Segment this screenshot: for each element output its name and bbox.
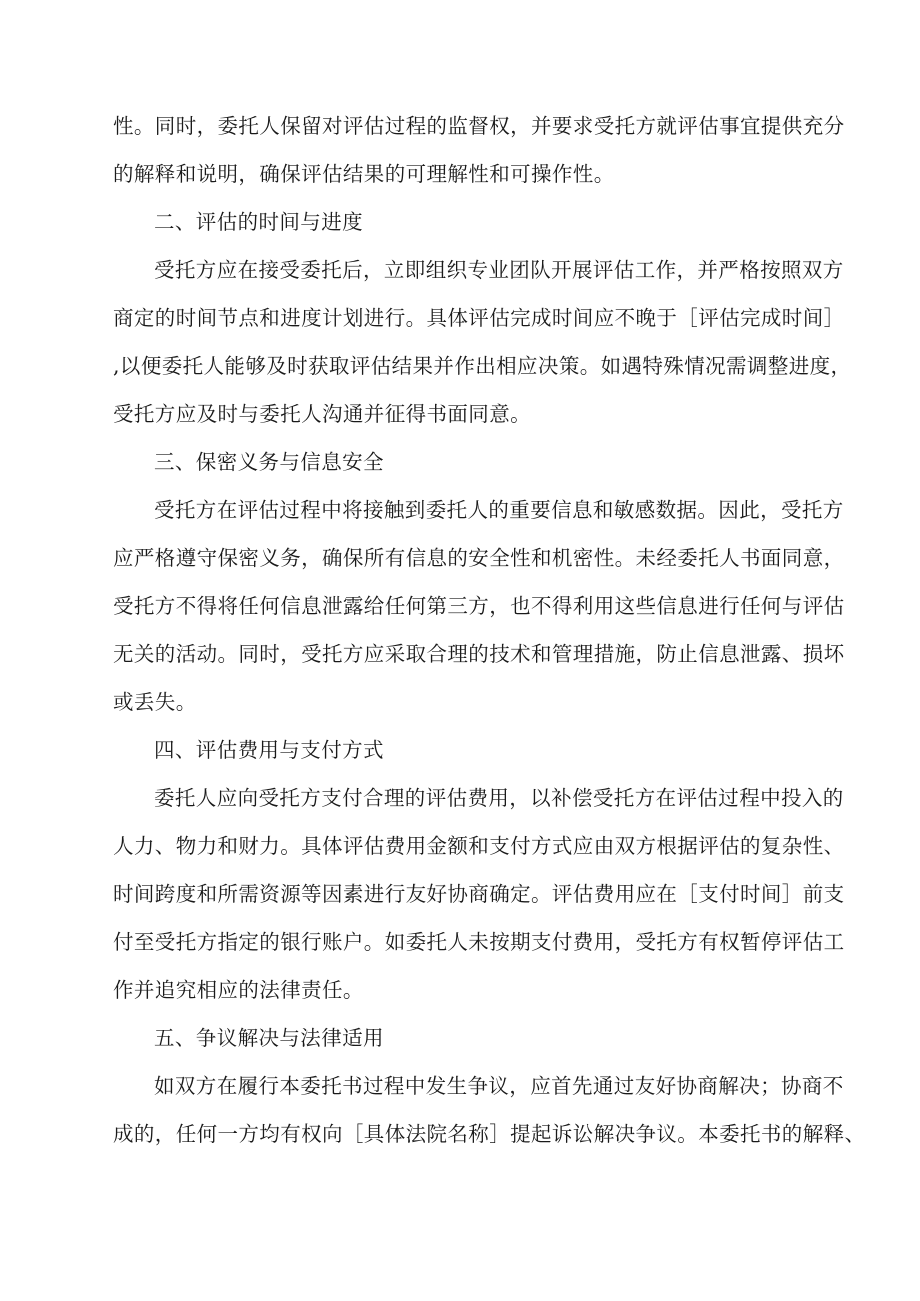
section-heading-5: 五、争议解决与法律适用 [154,1026,384,1050]
paragraph-line: 或丢失。 [113,690,197,714]
paragraph-line: 如双方在履行本委托书过程中发生争议，应首先通过友好协商解决；协商不 [154,1074,844,1098]
paragraph-line: 受托方应在接受委托后，立即组织专业团队开展评估工作，并严格按照双方 [154,258,844,282]
paragraph-line: 受托方不得将任何信息泄露给任何第三方，也不得利用这些信息进行任何与评估 [113,594,845,618]
paragraph-line: 商定的时间节点和进度计划进行。具体评估完成时间应不晚于［评估完成时间］ [113,306,845,330]
paragraph-line: 受托方应及时与委托人沟通并征得书面同意。 [113,402,531,426]
paragraph-line: ,以便委托人能够及时获取评估结果并作出相应决策。如遇特殊情况需调整进度， [113,354,852,378]
paragraph-line: 成的，任何一方均有权向［具体法院名称］提起诉讼解决争议。本委托书的解释、 [113,1122,866,1146]
paragraph-line: 付至受托方指定的银行账户。如委托人未按期支付费用，受托方有权暂停评估工 [113,930,845,954]
paragraph-line: 委托人应向受托方支付合理的评估费用，以补偿受托方在评估过程中投入的 [154,786,844,810]
section-heading-2: 二、评估的时间与进度 [154,210,363,234]
paragraph-line: 受托方在评估过程中将接触到委托人的重要信息和敏感数据。因此，受托方 [154,498,844,522]
section-heading-3: 三、保密义务与信息安全 [154,450,384,474]
paragraph-line: 的解释和说明，确保评估结果的可理解性和可操作性。 [113,162,615,186]
paragraph-line: 无关的活动。同时，受托方应采取合理的技术和管理措施，防止信息泄露、损坏 [113,642,845,666]
section-heading-4: 四、评估费用与支付方式 [154,738,384,762]
paragraph-line: 性。同时，委托人保留对评估过程的监督权，并要求受托方就评估事宜提供充分 [113,114,845,138]
paragraph-line: 人力、物力和财力。具体评估费用金额和支付方式应由双方根据评估的复杂性、 [113,834,845,858]
paragraph-line: 作并追究相应的法律责任。 [113,978,364,1002]
document-body [113,114,866,1170]
paragraph-line: 应严格遵守保密义务，确保所有信息的安全性和机密性。未经委托人书面同意， [113,546,845,570]
paragraph-line: 时间跨度和所需资源等因素进行友好协商确定。评估费用应在［支付时间］前支 [113,882,845,906]
